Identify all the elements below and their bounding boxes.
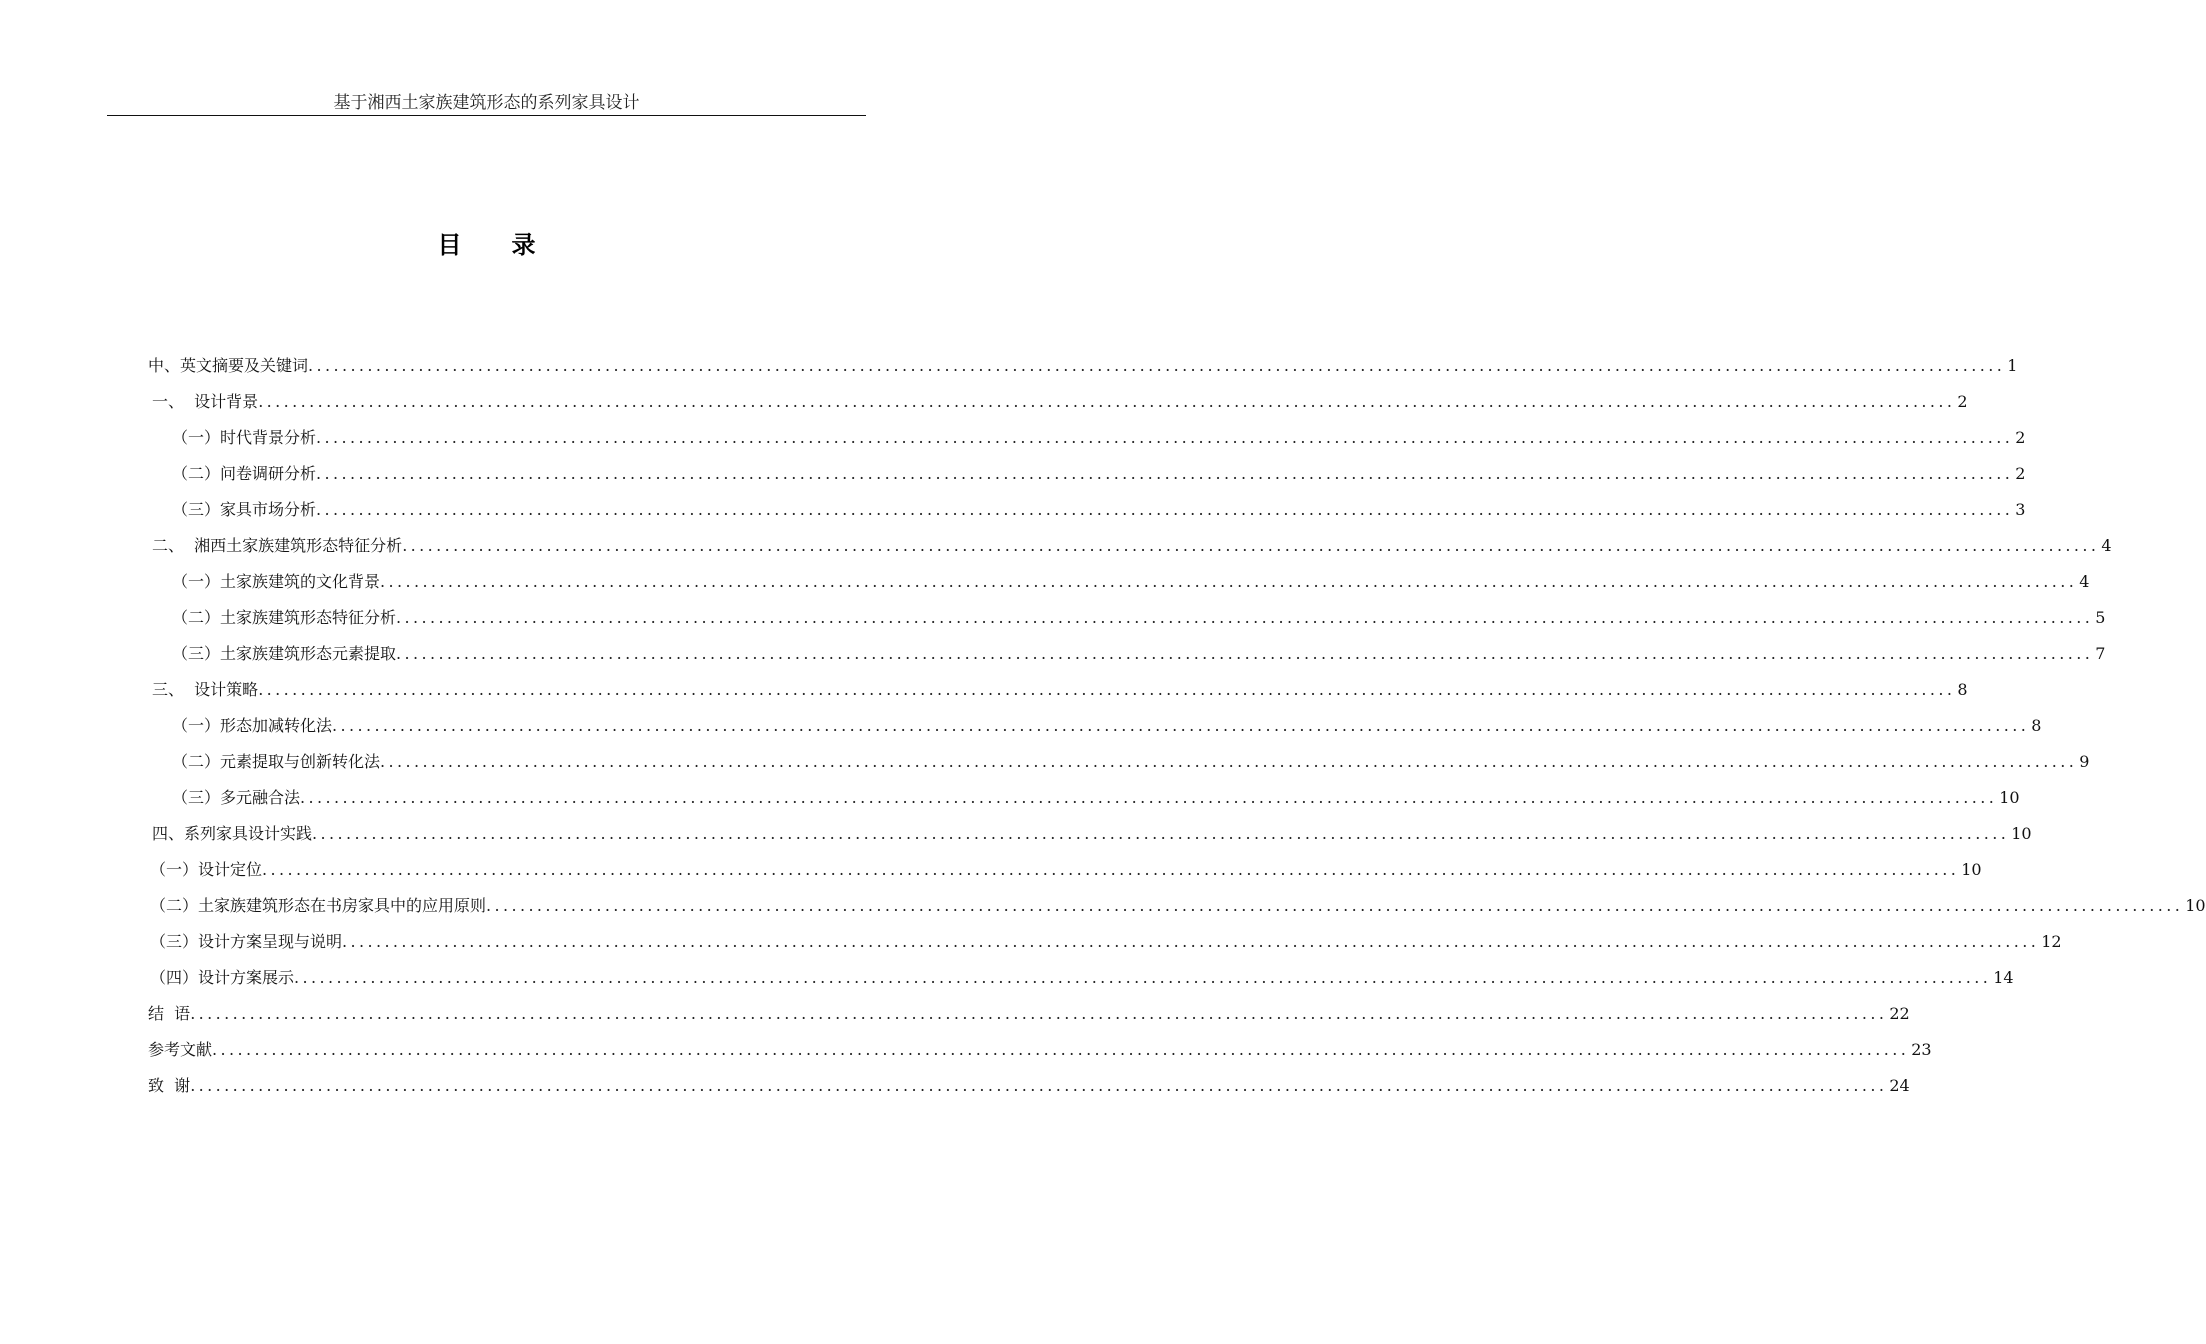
- toc-leader-dots: ........................................................................................................................................................................................................: [190, 1004, 1888, 1023]
- toc-entry-label: （二）土家族建筑形态在书房家具中的应用原则: [150, 896, 487, 915]
- toc-entry-page: 14: [1993, 968, 2014, 987]
- toc-entry-3-3[interactable]: [172, 774, 2020, 810]
- toc-leader-dots: ........................................................................................................................................................................................................: [342, 932, 2040, 951]
- toc-entry-label: 四、系列家具设计实践: [152, 824, 313, 843]
- toc-leader-dots: ........................................................................................................................................................................................................: [486, 896, 2184, 915]
- toc-entry-page: 4: [2079, 572, 2090, 591]
- toc-entry-3-1[interactable]: [172, 702, 2042, 738]
- toc-entry-chapter-1[interactable]: [152, 378, 1968, 414]
- toc-entry-chapter-3[interactable]: [152, 666, 1968, 702]
- toc-entry-page: 8: [1957, 680, 1968, 699]
- toc-entry-page: 10: [2011, 824, 2032, 843]
- toc-entry-page: 10: [1999, 788, 2020, 807]
- toc-entry-page: 2: [1957, 392, 1968, 411]
- toc-entry-page: 23: [1911, 1040, 1932, 1059]
- toc-entry-page: 12: [2041, 932, 2062, 951]
- toc-entry-label: 一、 设计背景: [152, 392, 259, 411]
- toc-entry-label: （一）设计定位: [150, 860, 263, 879]
- toc-entry-label: （二）元素提取与创新转化法: [172, 752, 381, 771]
- toc-entry-4-3[interactable]: [150, 918, 2062, 954]
- toc-leader-dots: ........................................................................................................................................................................................................: [300, 788, 1998, 807]
- toc-entry-label: （四）设计方案展示: [150, 968, 295, 987]
- toc-entry-4-1[interactable]: [150, 846, 1982, 882]
- toc-leader-dots: ........................................................................................................................................................................................................: [262, 860, 1960, 879]
- toc-entry-label: 中、英文摘要及关键词: [148, 356, 309, 375]
- toc-entry-1-2[interactable]: [172, 450, 2026, 486]
- toc-entry-page: 9: [2079, 752, 2090, 771]
- toc-title-char-2: 录: [511, 230, 538, 259]
- toc-entry-page: 10: [2185, 896, 2206, 915]
- header-rule: [107, 115, 866, 116]
- toc-entry-acknowledgements[interactable]: [148, 1062, 1910, 1098]
- toc-entry-label: （二）土家族建筑形态特征分析: [172, 608, 397, 627]
- toc-leader-dots: ........................................................................................................................................................................................................: [396, 644, 2094, 663]
- toc-entry-label: 致 谢: [148, 1076, 191, 1095]
- toc-entry-page: 7: [2095, 644, 2106, 663]
- toc-entry-page: 8: [2031, 716, 2042, 735]
- toc-entry-page: 2: [2015, 464, 2026, 483]
- toc-title-char-1: 目: [437, 230, 464, 259]
- toc-entry-abstract[interactable]: [148, 342, 2018, 378]
- toc-entry-page: 1: [2007, 356, 2018, 375]
- toc-entry-label: 二、 湘西土家族建筑形态特征分析: [152, 536, 403, 555]
- toc-leader-dots: ........................................................................................................................................................................................................: [316, 500, 2014, 519]
- toc-leader-dots: ........................................................................................................................................................................................................: [258, 392, 1956, 411]
- toc-entry-label: （三）设计方案呈现与说明: [150, 932, 343, 951]
- toc-entry-2-3[interactable]: [172, 630, 2106, 666]
- toc-entry-label: （一）时代背景分析: [172, 428, 317, 447]
- toc-leader-dots: ........................................................................................................................................................................................................: [258, 680, 1956, 699]
- toc-leader-dots: ........................................................................................................................................................................................................: [380, 572, 2078, 591]
- toc-leader-dots: ........................................................................................................................................................................................................: [380, 752, 2078, 771]
- toc-entry-1-3[interactable]: [172, 486, 2026, 522]
- toc-entry-references[interactable]: [148, 1026, 1932, 1062]
- toc-entry-page: 22: [1889, 1004, 1910, 1023]
- toc-leader-dots: ........................................................................................................................................................................................................: [190, 1076, 1888, 1095]
- toc-entry-2-1[interactable]: [172, 558, 2090, 594]
- toc-entry-3-2[interactable]: [172, 738, 2090, 774]
- toc-entry-page: 10: [1961, 860, 1982, 879]
- toc-entry-page: 2: [2015, 428, 2026, 447]
- toc-entry-label: （一）土家族建筑的文化背景: [172, 572, 381, 591]
- toc-entry-label: 结 语: [148, 1004, 191, 1023]
- running-header: 基于湘西土家族建筑形态的系列家具设计: [333, 93, 640, 113]
- toc-leader-dots: ........................................................................................................................................................................................................: [308, 356, 2006, 375]
- toc-entry-label: 三、 设计策略: [152, 680, 259, 699]
- toc-leader-dots: ........................................................................................................................................................................................................: [402, 536, 2100, 555]
- toc-entry-conclusion[interactable]: [148, 990, 1910, 1026]
- toc-entry-4-4[interactable]: [150, 954, 2014, 990]
- toc-entry-page: 5: [2095, 608, 2106, 627]
- toc-leader-dots: ........................................................................................................................................................................................................: [396, 608, 2094, 627]
- toc-entry-page: 24: [1889, 1076, 1910, 1095]
- toc-entry-page: 4: [2101, 536, 2112, 555]
- toc-entry-label: 参考文献: [148, 1040, 213, 1059]
- toc-leader-dots: ........................................................................................................................................................................................................: [316, 428, 2014, 447]
- toc-entry-label: （一）形态加减转化法: [172, 716, 333, 735]
- toc-leader-dots: ........................................................................................................................................................................................................: [294, 968, 1992, 987]
- toc-entry-label: （二）问卷调研分析: [172, 464, 317, 483]
- toc-entry-label: （三）家具市场分析: [172, 500, 317, 519]
- toc-entry-label: （三）土家族建筑形态元素提取: [172, 644, 397, 663]
- toc-entry-1-1[interactable]: [172, 414, 2026, 450]
- toc-leader-dots: ........................................................................................................................................................................................................: [212, 1040, 1910, 1059]
- toc-entry-page: 3: [2015, 500, 2026, 519]
- toc-entry-4-2[interactable]: [150, 882, 2206, 918]
- toc-entry-chapter-4[interactable]: [152, 810, 2032, 846]
- toc-leader-dots: ........................................................................................................................................................................................................: [332, 716, 2030, 735]
- toc-leader-dots: ........................................................................................................................................................................................................: [312, 824, 2010, 843]
- toc-leader-dots: ........................................................................................................................................................................................................: [316, 464, 2014, 483]
- toc-title: [0, 228, 975, 262]
- toc-entry-label: （三）多元融合法: [172, 788, 301, 807]
- toc-entry-chapter-2[interactable]: [152, 522, 2112, 558]
- toc-entry-2-2[interactable]: [172, 594, 2106, 630]
